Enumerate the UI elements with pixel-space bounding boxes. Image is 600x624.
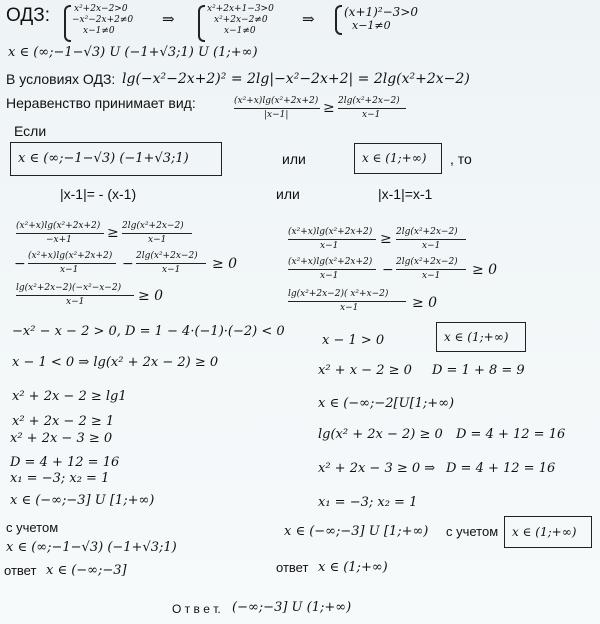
fraction-bar [16, 295, 134, 296]
ineq-rhs-numerator: 2lg(x²+2x−2) [338, 96, 400, 106]
right-answer: x ∈ (1;+∞) [318, 560, 388, 575]
odz-domain: x ∈ (∞;−1−√3) U (−1+√3;1) U (1;+∞) [8, 45, 258, 60]
final-answer-label: О т в е т. [172, 602, 221, 616]
right-f3-numerator: lg(x²+2x−2)( x²+x−2) [288, 289, 389, 299]
left-f2-numerator: (x²+x)lg(x²+2x+2) [28, 251, 113, 261]
right-f1-numerator: (x²+x)lg(x²+2x+2) [288, 227, 373, 237]
right-f2-denominator: x−1 [320, 271, 339, 281]
right-f1-relation: ≥ [380, 231, 392, 247]
left-f1-rhs-denominator: x−1 [148, 235, 167, 245]
ineq-relation: ≥ [323, 100, 335, 116]
inequality-label: Неравенство принимает вид: [6, 95, 196, 111]
abs-right: |x-1|=x-1 [378, 186, 433, 202]
right-f2-numerator: (x²+x)lg(x²+2x+2) [288, 257, 373, 267]
right-line-4: x − 1 > 0 [322, 333, 385, 348]
right-line-7b: D = 4 + 12 = 16 [456, 427, 566, 442]
fraction-bar [338, 108, 406, 109]
odz-arrow-2: ⇒ [302, 10, 315, 28]
right-line-10: x ∈ (−∞;−3] U [1;+∞) [284, 524, 429, 539]
left-with-respect-label: с учетом [6, 520, 59, 535]
left-f2-op: − [122, 256, 134, 272]
abs-left: |x-1|= - (x-1) [60, 186, 137, 202]
right-line-10-boxed: x ∈ (1;+∞) [512, 525, 577, 539]
right-line-9: x₁ = −3; x₂ = 1 [318, 495, 418, 510]
left-f3-numerator: lg(x²+2x−2)(−x²−x−2) [16, 283, 122, 293]
left-f1-denominator: −x+1 [46, 235, 72, 245]
right-line-5: x² + x − 2 ≥ 0 [318, 363, 412, 378]
fraction-bar [28, 263, 116, 264]
odz-sys2-row2: x²+2x−2≠0 [214, 15, 268, 25]
then-label: , то [450, 151, 472, 167]
left-f1-relation: ≥ [107, 225, 119, 241]
right-line-8b: D = 4 + 12 = 16 [446, 461, 556, 476]
odz-sys2-row1: x²+2x+1−3>0 [207, 4, 274, 14]
left-f3-denominator: x−1 [66, 297, 85, 307]
fraction-bar [396, 239, 466, 240]
right-f3-denominator: x−1 [340, 303, 359, 313]
left-line-8: x² + 2x − 3 ≥ 0 [10, 431, 113, 446]
fraction-bar [288, 239, 376, 240]
final-answer: (−∞;−3] U (1;+∞) [232, 600, 352, 615]
odz-sys1-row2: −x²−2x+2≠0 [72, 15, 134, 25]
left-line-12: x ∈ (∞;−1−√3) (−1+√3;1) [6, 540, 177, 555]
condition-label: В условиях ОДЗ: [6, 71, 116, 87]
ineq-rhs-denominator: x−1 [362, 110, 381, 120]
odz-label: ОДЗ: [6, 5, 50, 26]
right-line-5b: D = 1 + 8 = 9 [432, 363, 525, 378]
or-label: или [282, 151, 306, 167]
right-f2-rhs-denominator: x−1 [422, 271, 441, 281]
case-left: x ∈ (∞;−1−√3) (−1+√3;1) [18, 151, 189, 166]
odz-sys3-row2: x−1≠0 [352, 19, 391, 32]
if-label: Если [14, 123, 47, 139]
right-f2-op: − [382, 262, 394, 278]
case-right: x ∈ (1;+∞) [362, 151, 427, 165]
left-f2-denominator: x−1 [60, 265, 79, 275]
left-f2-rhs-denominator: x−1 [162, 265, 181, 275]
odz-sys2-row3: x−1≠0 [224, 26, 256, 36]
system-brace-3 [335, 5, 342, 35]
fraction-bar [122, 233, 192, 234]
left-f1-numerator: (x²+x)lg(x²+2x+2) [16, 221, 101, 231]
left-answer: x ∈ (−∞;−3] [46, 563, 127, 578]
odz-sys1-row3: x−1≠0 [83, 26, 115, 36]
system-brace-2 [198, 5, 205, 42]
right-f2-tail: ≥ 0 [472, 262, 498, 278]
fraction-bar [288, 269, 376, 270]
fraction-bar [16, 233, 104, 234]
right-answer-label: ответ [276, 560, 309, 575]
fraction-bar [234, 108, 320, 109]
fraction-bar [396, 269, 466, 270]
system-brace-1 [64, 5, 71, 42]
right-f1-denominator: x−1 [320, 241, 339, 251]
left-line-4: −x² − x − 2 > 0, D = 1 − 4·(−1)·(−2) < 0 [12, 324, 285, 339]
left-line-11: x ∈ (−∞;−3] U [1;+∞) [10, 493, 155, 508]
right-line-8: x² + 2x − 3 ≥ 0 ⇒ [318, 461, 436, 476]
odz-sys1-row1: x²+2x−2>0 [74, 4, 128, 14]
fraction-bar [288, 301, 406, 302]
condition-equation: lg(−x²−2x+2)² = 2lg|−x²−2x+2| = 2lg(x²+2x−2) [122, 71, 470, 87]
right-with-respect-label: с учетом [446, 524, 499, 539]
left-f2-rhs-numerator: 2lg(x²+2x−2) [136, 251, 198, 261]
ineq-lhs-denominator: |x−1| [264, 110, 289, 120]
left-answer-label: ответ [4, 563, 37, 578]
odz-sys3-row1: (x+1)²−3>0 [344, 5, 419, 19]
right-f1-rhs-denominator: x−1 [422, 241, 441, 251]
left-line-7: x² + 2x − 2 ≥ 1 [12, 414, 115, 429]
ineq-lhs-numerator: (x²+x)lg(x²+2x+2) [234, 96, 319, 106]
left-f2-sign: − [14, 256, 26, 272]
right-f2-rhs-numerator: 2lg(x²+2x−2) [396, 257, 458, 267]
right-line-4-boxed: x ∈ (1;+∞) [444, 330, 509, 344]
right-f3-tail: ≥ 0 [412, 295, 438, 311]
left-line-5: x − 1 < 0 ⇒ lg(x² + 2x − 2) ≥ 0 [12, 355, 219, 370]
right-line-7: lg(x² + 2x − 2) ≥ 0 [318, 427, 443, 442]
or-label-2: или [276, 186, 300, 202]
left-line-10: x₁ = −3; x₂ = 1 [10, 471, 110, 486]
left-line-9: D = 4 + 12 = 16 [10, 455, 120, 470]
right-line-6: x ∈ (−∞;−2[U[1;+∞) [318, 396, 455, 411]
odz-arrow-1: ⇒ [162, 10, 175, 28]
left-line-6: x² + 2x − 2 ≥ lg1 [12, 389, 127, 404]
left-f3-tail: ≥ 0 [138, 288, 164, 304]
fraction-bar [136, 263, 206, 264]
right-f1-rhs-numerator: 2lg(x²+2x−2) [396, 227, 458, 237]
left-f2-tail: ≥ 0 [212, 256, 238, 272]
left-f1-rhs-numerator: 2lg(x²+2x−2) [122, 221, 184, 231]
